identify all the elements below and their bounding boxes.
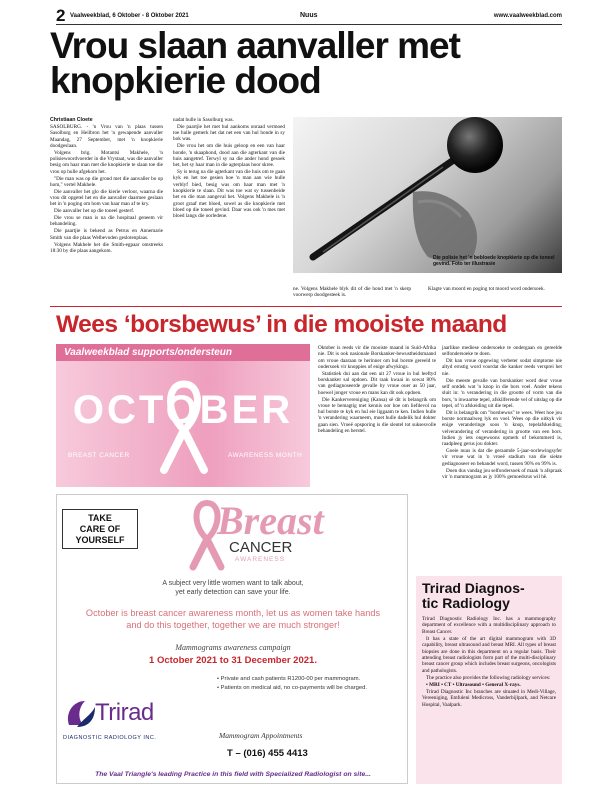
banner-left-text: BREAST CANCER bbox=[68, 452, 130, 459]
paragraph: nadat hulle in Sasolburg was. bbox=[173, 117, 234, 123]
trirad-logo-name: Trirad bbox=[95, 699, 154, 726]
campaign-dates: 1 October 2021 to 31 December 2021. bbox=[149, 655, 317, 666]
article1-col3 bbox=[293, 286, 411, 299]
paragraph: Statistiek dui aan dat een uit 27 vroue in hul leeftyd borskanker sal opdoen. Dit raak kwaai in sowat 80% van gediagnoseerde gevalle by vroue ouer as 50 jaar, hoewel jonger vroue en mans kan dit ook opdoen. bbox=[318, 370, 436, 396]
paragraph: Volgens brig. Motantsi Makhele, 'n polisiewoordvoerder in die Vrystaat, was die aanvaller besig om haar man met die knopkierie te slaan toe die vrou op hulle afgekom het. bbox=[50, 149, 163, 175]
ad-red-line-2: and do this together, together we are much stronger! bbox=[126, 620, 340, 630]
take-care-box bbox=[62, 509, 138, 549]
section-name: Nuus bbox=[300, 12, 318, 19]
paragraph: It has a state of the art digital mammogram with 3D capability, breast ultrasound and breast MRI. All types of breast biopsies are done in this department on a regular basis. Their attending breast radiologists form part of the multi-disciplinary breast cancer group which includes breast surgeons, oncologists and pathologists. bbox=[422, 635, 556, 674]
campaign-title: Mammograms awareness campaign bbox=[175, 643, 291, 652]
paragraph: SASOLBURG. - 'n Vrou van 'n plaas tussen Sasolburg en Heilbron het 'n gewapende aanvaller Maandag, 27 September, met 'n knopkierie doodgeslaan. bbox=[50, 124, 163, 149]
sidebar-body bbox=[422, 616, 556, 709]
paragraph: Die vrou se man is na die hospitaal geneem vir behandeling. bbox=[50, 215, 163, 228]
paragraph: Doen dus vandag jou selfondersoek of maak 'n afspraak vir 'n mammogram as jy 100% gemoedsrus wil hê. bbox=[442, 467, 562, 480]
ad-footer: The Vaal Triangle's leading Practice in this field with Specialized Radiologist on site... bbox=[95, 771, 371, 778]
banner-right-text: AWARENESS MONTH bbox=[228, 452, 303, 459]
paragraph: Dit is belangrik om "borsbewus" te wees. Weet hoe jou borste normaalweg lyk en voel. Wees op die uitkyk vir enige veranderinge soos 'n knop, tepelafskeiding, velverandering of verandering in grootte van een bors. Indien jy iets ongewoons opmerk of bekommerd is, raadpleeg gerus jou dokter. bbox=[442, 409, 562, 448]
website: www.vaalweekblad.com bbox=[493, 13, 562, 19]
issue-date: Vaalweekblad, 6 Oktober - 8 Oktober 2021 bbox=[70, 13, 189, 19]
sidebar-title-line: Trirad Diagnos- bbox=[422, 580, 525, 596]
trirad-logo-sub: DIAGNOSTIC RADIOLOGY INC. bbox=[63, 735, 157, 741]
paragraph: Volgens Makhele het die Smith-egpaar omstreeks 18:30 by die plaas aangekom. bbox=[50, 241, 163, 254]
bullet-text: Patients on medical aid, no co-payments will be charged. bbox=[220, 685, 367, 691]
paragraph: Die meeste gevalle van borskanker word deur vroue self ontdek wat 'n knop in die bors voel. Ander tekens sluit in: 'n verandering in die grootte of vorm van die bors, 'n inwaartse tepel, afskilferende vel of uitslag op die tepel, of 'n afskeiding uit die tepel. bbox=[442, 377, 562, 409]
paragraph: Trirad Diagnostic Radiology Inc. has a mammography department of excellence with a multidisciplinary approach to Breast Cancer. bbox=[422, 616, 556, 635]
paragraph: The practice also provides the following radiology services: bbox=[426, 674, 551, 681]
appointments-label: Mammogram Appointments bbox=[219, 731, 303, 740]
sidebar-title bbox=[422, 581, 525, 611]
trirad-logo-icon bbox=[63, 697, 97, 731]
paragraph: Trirad Diagnostic Inc branches are situated in Medi-Village, Vereeniging, Emfuleni Medicross, Vanderbijlpark, and Netcare Hospital, Vaalpark. bbox=[422, 688, 556, 708]
paragraph: • MRI • CT • Ultrasound • General X-rays. bbox=[426, 681, 521, 688]
article1-col2 bbox=[173, 117, 285, 220]
paragraph: Oktober is reeds vir die mooiste maand in Suid-Afrika nie. Dit is ook nasionale Borskanker-bewustheidsmaand om vroue daaraan te herinner om hul borste gereeld te ondersoek vir knoppies of enige afwykings. bbox=[318, 345, 436, 370]
october-banner bbox=[56, 344, 310, 487]
sidebar-box bbox=[416, 576, 562, 784]
campaign-bullets bbox=[217, 675, 407, 693]
trirad-logo bbox=[57, 695, 197, 751]
ad-cancer-title: CANCER bbox=[229, 539, 293, 556]
paragraph: Die Kankervereniging (Kansa) sê dit is belangrik om vroue te bemagtig met kennis oor hoe om liefdevol na hul borste te kyk en hul eie liggaam te ken. Indien hulle 'n verandering waarneem, moet hulle dadelik hul dokter gaan sien. Vroeë opsporing is die sleutel tot suksesvolle behandeling en herstel. bbox=[318, 396, 436, 435]
paragraph: "Die man was op die grond met die aanvaller bo op hom," vertel Makhele. bbox=[50, 175, 163, 188]
headline-2: Wees ‘borsbewus’ in die mooiste maand bbox=[56, 311, 507, 338]
article2-col1 bbox=[318, 345, 436, 435]
page-number: 2 bbox=[56, 6, 66, 25]
paragraph: Die vrou het om die huis geloop en een van haar honde, 'n skaaphond, dood aan die agterkant van die huis aangetref. Terwyl sy na die ander hond gesoek het, het sy haar man in die agterplaas hoor skree. bbox=[173, 143, 285, 169]
trirad-advert bbox=[56, 494, 408, 784]
paragraph: Die aanvaller het op die toneel gesterf. bbox=[54, 208, 135, 215]
page-header bbox=[56, 8, 562, 26]
headline-1 bbox=[50, 25, 570, 101]
paragraph: Die paartjie het met hul aankoms onraad vermoed toe hulle gemerk het dat net een van hul honde in sy hok was. bbox=[173, 123, 285, 143]
paragraph: Klagte van moord en poging tot moord word ondersoek. bbox=[428, 286, 545, 292]
bullet-item: • Patients on medical aid, no co-payments will be charged. bbox=[217, 685, 367, 691]
headline-line-1: Vrou slaan aanvaller met bbox=[50, 25, 460, 66]
paragraph: jaarlikse mediese ondersoeke te ondergaan en gereelde selfondersoeke te doen. bbox=[442, 345, 562, 358]
ad-subtitle-1: A subject very little women want to talk about, bbox=[162, 580, 304, 587]
bullet-text: Private and cash patients R1200-00 per mammogram. bbox=[220, 676, 361, 682]
bullet-item: • Private and cash patients R1200-00 per mammogram. bbox=[217, 676, 361, 682]
article1-col1 bbox=[50, 124, 163, 255]
byline: Christiaan Cloete bbox=[50, 117, 93, 123]
photo-caption: Die polisie het 'n bebloede knopkierie op die toneel gevind. Foto ter illustrasie bbox=[433, 255, 555, 267]
knopkierie-illustration bbox=[293, 117, 562, 273]
paragraph: Dit kan vroue opgewing verbeter sodat simptome nie altyd ernstig word voordat die kanker reeds versprei het nie. bbox=[442, 358, 562, 377]
ad-awareness: AWARENESS bbox=[235, 556, 286, 563]
sidebar-title-line: tic Radiology bbox=[422, 595, 510, 611]
paragraph: Die aanvaller het glo die kierie verloor, waarna die vrou dit opgetel het en die aanvaller daarmee geslaan het in 'n poging om hom van haar man af te kry. bbox=[50, 188, 163, 208]
paragraph: Sy is terug na die agterkant van die huis om te gaan kyk en het toe gesien hoe 'n man aan wie hulle verblyf bied, besig was om haar man met 'n knopkierie te slaan. Dit was toe wat sy tussenbeide het en die man aangeval het. Volgens Makhele is 'n groot graaf met bloed, sowel as die knopkierie met bloed op die toneel gevind. Daar was ook 'n mes met bloed langs die oorledene. bbox=[173, 169, 285, 220]
ad-breast-title: Breast bbox=[217, 498, 324, 543]
ad-subtitle-2: yet early detection can save your life. bbox=[175, 589, 291, 596]
paragraph: ne. Volgens Makhele blyk dit of die hond met 'n skerp voorwerp doodgesteek is. bbox=[293, 286, 411, 299]
knopkierie-photo bbox=[293, 117, 562, 273]
phone-number: T – (016) 455 4413 bbox=[227, 748, 308, 759]
headline-line-2: knopkierie dood bbox=[50, 60, 321, 101]
banner-title: Vaalweekblad supports/ondersteun bbox=[56, 344, 310, 361]
take-care-line: CARE OF bbox=[79, 524, 121, 534]
ad-red-line-1: October is breast cancer awareness month, let us as women take hands bbox=[85, 608, 381, 618]
paragraph: Goeie nuus is dat die geraamde 5-jaar-oorlewingsyfer vir vroue wat in 'n vroeë stadium van die siekte gediagnoseer en behandel word, tussen 90% en 99% is. bbox=[442, 448, 562, 467]
article2-col2 bbox=[442, 345, 562, 481]
take-care-line: TAKE bbox=[88, 513, 112, 523]
take-care-line: YOURSELF bbox=[75, 535, 125, 545]
paragraph: Die paartjie is bekend as Petrus en Annemarie Smith van die plaas Welbevoden geslotenplaas. bbox=[50, 228, 163, 241]
article1-col4 bbox=[428, 286, 558, 293]
banner-month: OCTOBER bbox=[72, 388, 294, 432]
section-divider bbox=[50, 306, 562, 307]
